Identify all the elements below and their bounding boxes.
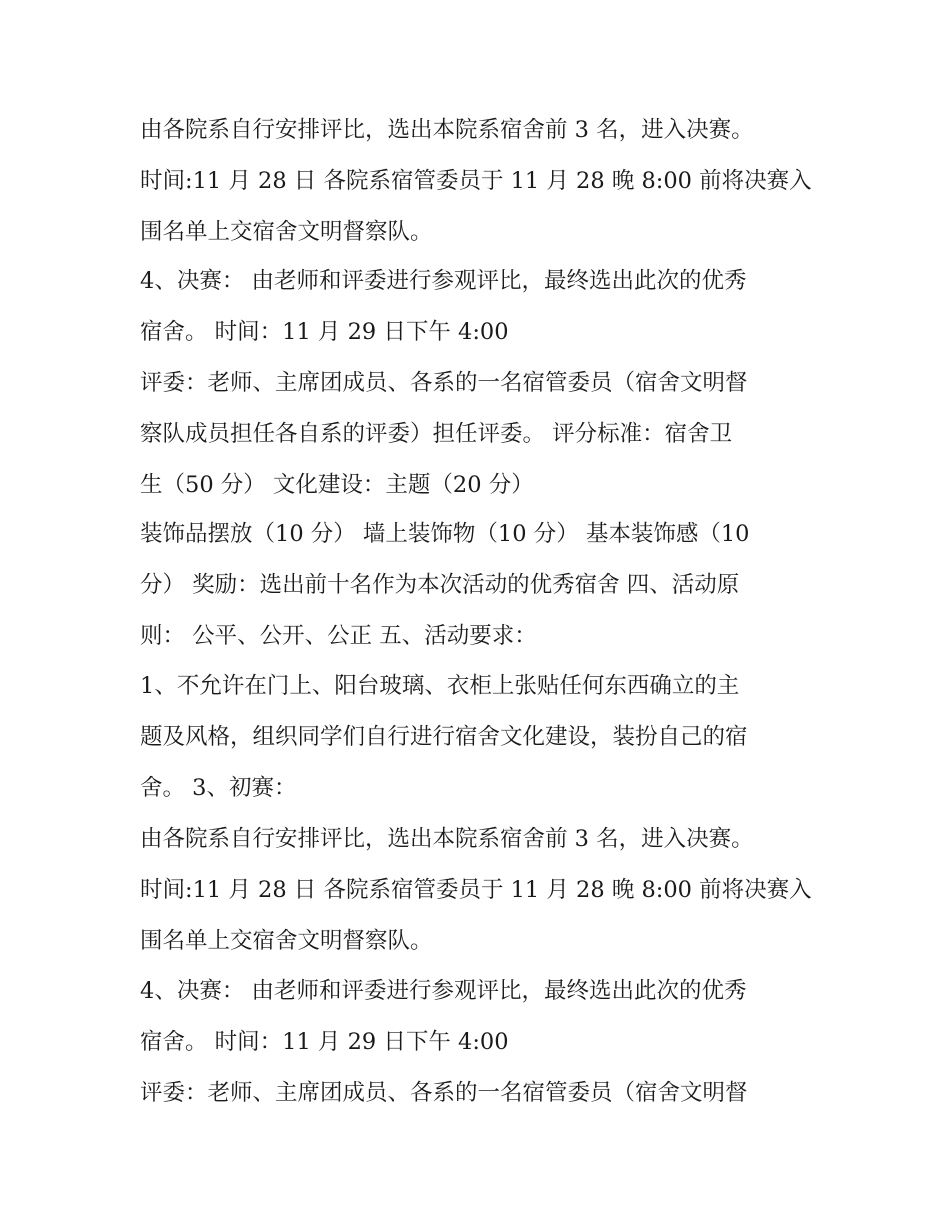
text-line: 时间:11 月 28 日 各院系宿管委员于 11 月 28 晚 8:00 前将决赛入 [140,168,812,194]
text-line: 评委：老师、主席团成员、各系的一名宿管委员（宿舍文明督 [140,1080,748,1106]
text-line: 4、决赛： 由老师和评委进行参观评比，最终选出此次的优秀 [140,978,747,1004]
text-line: 围名单上交宿舍文明督察队。 [140,928,433,954]
text-line: 时间:11 月 28 日 各院系宿管委员于 11 月 28 晚 8:00 前将决赛入 [140,877,812,903]
text-line: 生（50 分） 文化建设：主题（20 分） [140,472,534,498]
text-line: 题及风格，组织同学们自行进行宿舍文化建设，装扮自己的宿 [140,724,748,750]
text-line: 宿舍。 时间：11 月 29 日下午 4:00 [140,319,509,345]
text-line: 1、不允许在门上、阳台玻璃、衣柜上张贴任何东西确立的主 [140,673,740,699]
text-line: 由各院系自行安排评比，选出本院系宿舍前 3 名，进入决赛。 [140,826,754,852]
text-line: 由各院系自行安排评比，选出本院系宿舍前 3 名，进入决赛。 [140,117,754,143]
text-line: 装饰品摆放（10 分） 墙上装饰物（10 分） 基本装饰感（10 [140,521,750,547]
text-line: 围名单上交宿舍文明督察队。 [140,219,433,245]
text-line: 察队成员担任各自系的评委）担任评委。 评分标准：宿舍卫 [140,421,733,447]
text-line: 4、决赛： 由老师和评委进行参观评比，最终选出此次的优秀 [140,268,747,294]
text-line: 宿舍。 时间：11 月 29 日下午 4:00 [140,1029,509,1055]
text-line: 则： 公平、公开、公正 五、活动要求： [140,623,537,649]
text-line: 舍。 3、初赛： [140,775,297,801]
text-line: 分） 奖励：选出前十名作为本次活动的优秀宿舍 四、活动原 [140,572,740,598]
text-line: 评委：老师、主席团成员、各系的一名宿管委员（宿舍文明督 [140,370,748,396]
